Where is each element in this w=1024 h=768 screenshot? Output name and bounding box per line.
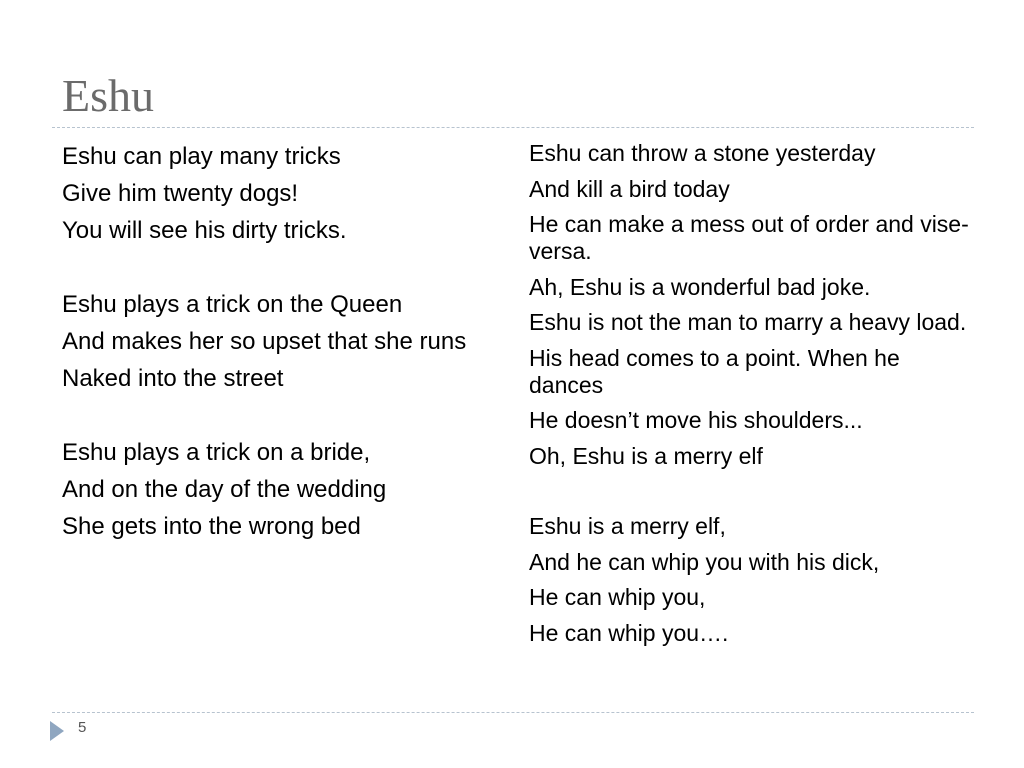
stanza-gap xyxy=(62,254,482,291)
poem-line: And makes her so upset that she runs xyxy=(62,328,467,355)
poem-line: And on the day of the wedding xyxy=(62,476,387,503)
poem-line: You will see his dirty tricks. xyxy=(62,217,347,244)
poem-line: Eshu can throw a stone yesterday xyxy=(529,140,876,166)
poem-line: Give him twenty dogs! xyxy=(62,180,299,207)
triangle-right-icon xyxy=(50,721,64,741)
poem-line: Naked into the street xyxy=(62,365,284,392)
bottom-divider xyxy=(52,712,974,713)
poem-line: Ah, Eshu is a wonderful bad joke. xyxy=(529,273,871,300)
poem-line: Eshu is not the man to marry a heavy load. xyxy=(529,309,967,335)
stanza-gap xyxy=(529,478,969,513)
stanza-gap xyxy=(62,402,482,439)
left-column xyxy=(62,143,482,550)
poem-line: He can make a mess out of order and vise-versa. xyxy=(529,211,969,264)
poem-line: She gets into the wrong bed xyxy=(62,513,361,540)
slide-number: 5 xyxy=(78,719,87,736)
poem-line: And he can whip you with his dick, xyxy=(529,548,880,575)
poem-line: Eshu plays a trick on a bride, xyxy=(62,439,371,466)
poem-line: Eshu is a merry elf, xyxy=(529,513,726,539)
poem-line: Oh, Eshu is a merry elf xyxy=(529,442,763,469)
right-column xyxy=(529,140,969,655)
poem-line: And kill a bird today xyxy=(529,175,730,202)
poem-line: He doesn’t move his shoulders... xyxy=(529,407,863,433)
poem-line: His head comes to a point. When he dances xyxy=(529,344,900,398)
poem-line: Eshu can play many tricks xyxy=(62,143,341,170)
poem-line: Eshu plays a trick on the Queen xyxy=(62,291,403,318)
top-divider xyxy=(52,127,974,128)
slide-title: Eshu xyxy=(62,70,154,121)
poem-line: He can whip you, xyxy=(529,584,706,610)
poem-line: He can whip you…. xyxy=(529,619,729,646)
